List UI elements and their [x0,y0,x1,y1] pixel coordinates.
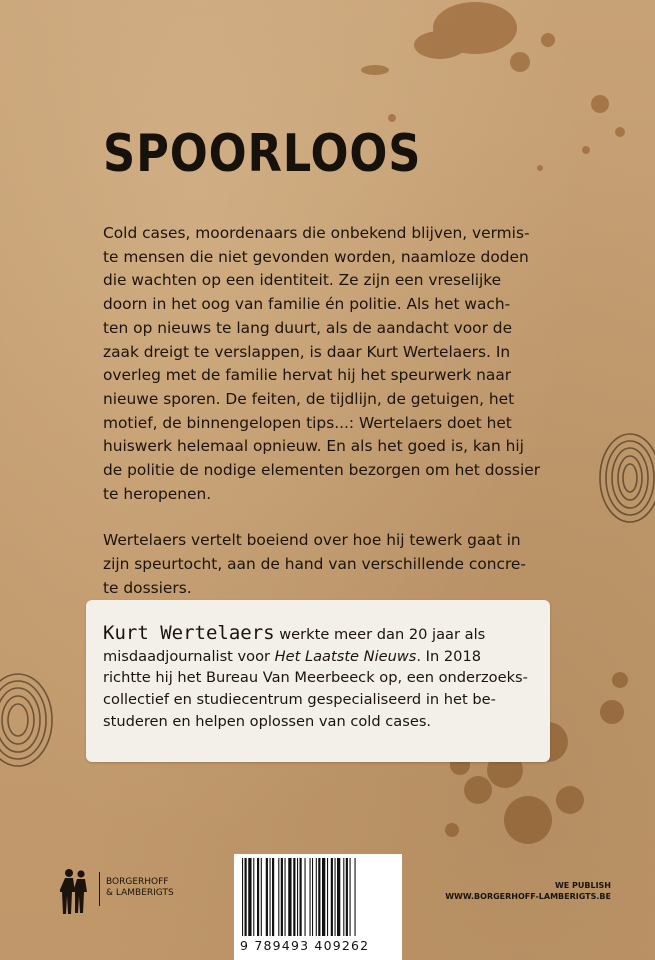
two-figures-logo-icon [60,868,90,916]
fingerprint-left-icon [0,674,52,766]
publisher-footer [445,880,611,902]
barcode-bars [242,858,394,936]
bio-text-part-2: . In 2018 richtte hij het Bureau Van Meerbeeck op, een onderzoeks- collectief en studiecentrum gespecialiseerd in het be- studeren en helpen oplossen van cold cases. [103,647,528,730]
publisher-name: BORGERHOFF & LAMBERIGTS [106,877,174,898]
author-bio [103,623,543,733]
we-publish-tagline: WE PUBLISH [554,881,611,890]
author-name: Kurt Wertelaers [103,622,275,644]
fingerprint-right-icon [600,434,655,522]
blurb-paragraph-2: Wertelaers vertelt boeiend over hoe hij tewerk gaat in zijn speurtocht, aan de hand van verschillende concre- te dossiers. [103,531,526,597]
logo-divider [99,872,100,906]
publisher-website: WWW.BORGERHOFF-LAMBERIGTS.BE [445,892,611,901]
blurb [103,222,593,624]
bio-text-part-1: werkte meer dan 20 jaar als misdaadjournalist voor [103,626,486,665]
bio-newspaper-name: Het Laatste Nieuws [274,647,417,665]
book-title: SPOORLOOS [103,124,422,184]
barcode [234,854,402,960]
blurb-paragraph-1: Cold cases, moordenaars die onbekend blijven, vermis- te mensen die niet gevonden worden, naamloze doden die wachten op een identiteit. Ze zijn een vreselijke doorn in het oog van familie én politie. Als het wach- ten op nieuws te lang duurt, als de aandacht voor de zaak dreigt te verslappen, is daar Kurt Wertelaers. In overleg met de familie hervat hij het speurwerk naar nieuwe sporen. De feiten, de tijdlijn, de getuigen, het motief, de binnengelopen tips...: Wertelaers doet het huiswerk helemaal opnieuw. En als het goed is, kan hij de politie de nodige elementen bezorgen om het dossier te heropenen. [103,224,541,503]
isbn-number: 9 789493 409262 [240,938,370,953]
